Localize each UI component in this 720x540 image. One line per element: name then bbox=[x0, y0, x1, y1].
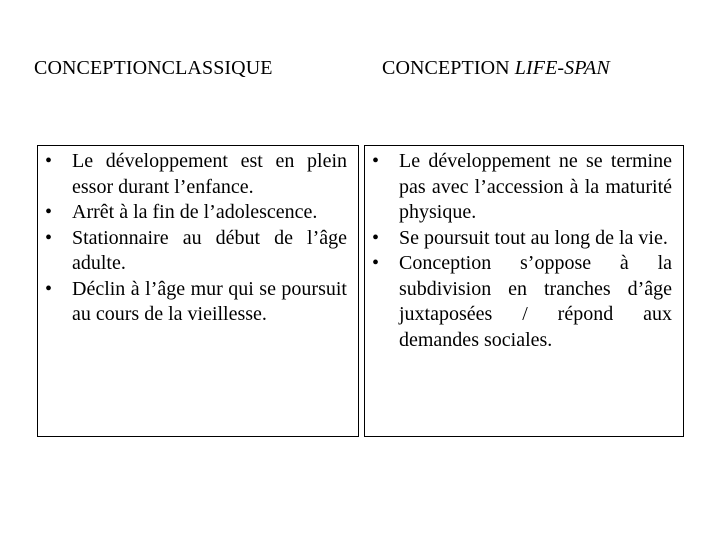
heading-life-span-conception bbox=[382, 57, 610, 80]
life-span-conception-list bbox=[371, 149, 672, 353]
list-item-text: Le développement est en plein essor durant l’enfance. bbox=[72, 150, 347, 198]
bullet-icon: • bbox=[372, 226, 380, 249]
list-item bbox=[371, 226, 672, 252]
list-item bbox=[44, 200, 347, 226]
life-span-conception-box bbox=[364, 145, 684, 437]
list-item bbox=[44, 226, 347, 277]
bullet-icon: • bbox=[45, 150, 53, 172]
list-item-text: Le développement ne se termine pas avec l’accession à la maturité physique. bbox=[399, 150, 672, 223]
list-item-text: Déclin à l’âge mur qui se poursuit au cours de la vieillesse. bbox=[72, 277, 347, 325]
list-item bbox=[371, 149, 672, 226]
bullet-icon: • bbox=[45, 277, 53, 300]
bullet-icon: • bbox=[45, 226, 53, 249]
classic-conception-list bbox=[44, 149, 347, 328]
list-item bbox=[44, 277, 347, 328]
list-item-text: Conception s’oppose à la subdivision en tranches d’âge juxtaposées / répond aux demandes sociales. bbox=[399, 252, 672, 351]
classic-conception-box bbox=[37, 145, 359, 437]
heading-classic-conception: CONCEPTIONCLASSIQUE bbox=[34, 57, 273, 79]
list-item-text: Stationnaire au début de l’âge adulte. bbox=[72, 226, 347, 274]
bullet-icon: • bbox=[372, 150, 380, 172]
list-item bbox=[371, 251, 672, 353]
bullet-icon: • bbox=[45, 201, 53, 223]
list-item bbox=[44, 149, 347, 200]
heading-right-prefix: CONCEPTION bbox=[382, 57, 510, 79]
heading-right-emphasis: LIFE-SPAN bbox=[514, 57, 610, 79]
list-item-text: Arrêt à la fin de l’adolescence. bbox=[72, 201, 318, 223]
bullet-icon: • bbox=[372, 252, 380, 274]
list-item-text: Se poursuit tout au long de la vie. bbox=[399, 226, 668, 249]
